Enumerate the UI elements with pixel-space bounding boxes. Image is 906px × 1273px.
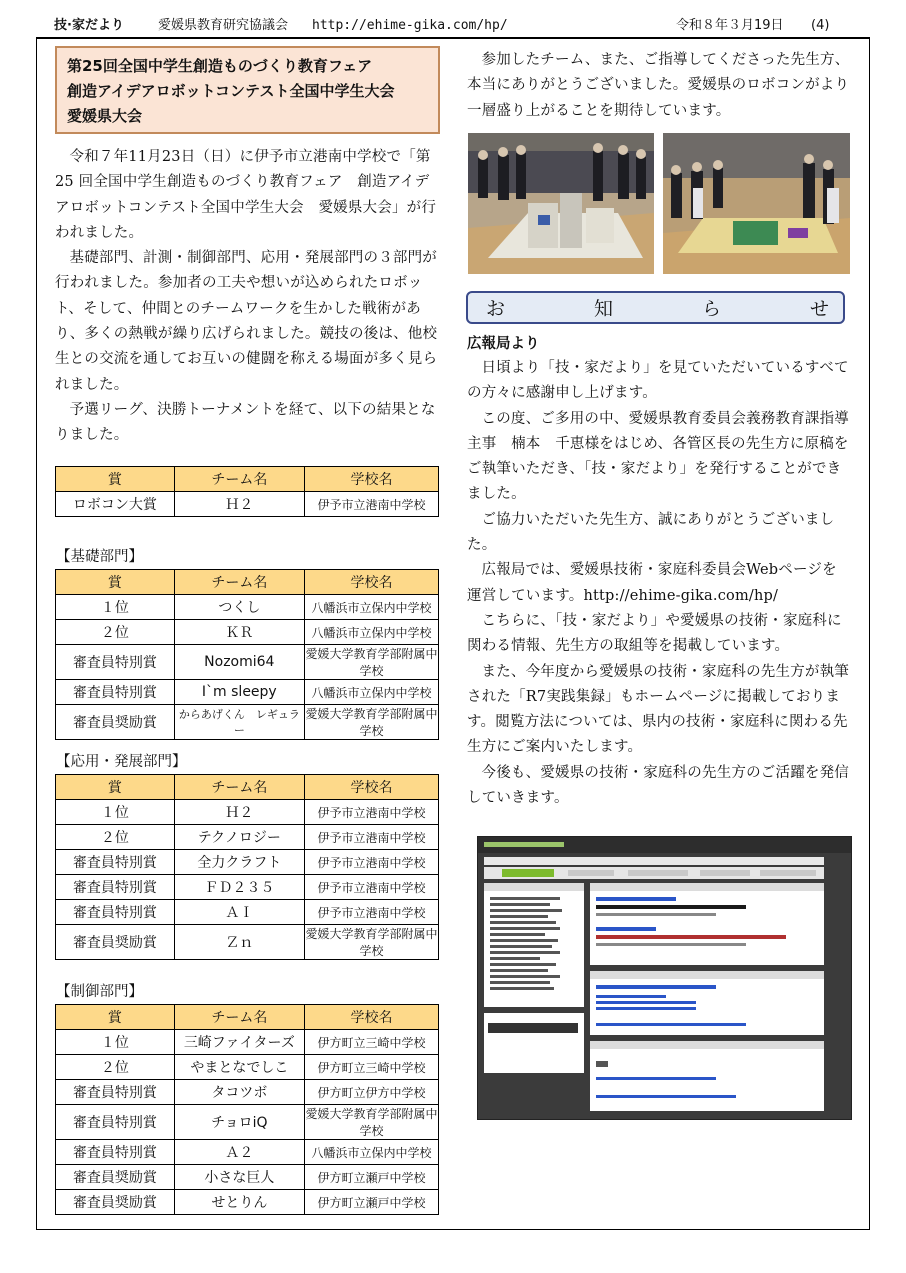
table-row — [56, 825, 439, 850]
column-header: 学校名 — [304, 1005, 438, 1030]
school-cell: 伊予市立港南中学校 — [304, 875, 438, 900]
school-cell: 八幡浜市立保内中学校 — [304, 680, 438, 705]
team-cell: Nozomi64 — [174, 645, 304, 680]
table-row — [56, 595, 439, 620]
school-cell: 愛媛大学教育学部附属中学校 — [304, 1105, 438, 1140]
control-division-label: 【制御部門】 — [56, 984, 143, 1000]
table-row — [56, 1105, 439, 1140]
pr-section-title: 広報局より — [467, 336, 540, 352]
table-header-row — [56, 467, 439, 492]
basic-division-label: 【基礎部門】 — [56, 549, 143, 565]
school-cell: 伊方町立伊方中学校 — [304, 1080, 438, 1105]
team-cell: Ｈ２ — [174, 492, 304, 517]
paragraph: 予選リーグ、決勝トーナメントを経て、以下の結果となりました。 — [55, 401, 436, 444]
award-cell: 審査員特別賞 — [56, 900, 175, 925]
notice-char: ら — [701, 298, 721, 320]
table-row — [56, 850, 439, 875]
team-cell: テクノロジー — [174, 825, 304, 850]
table-row — [56, 1055, 439, 1080]
table-row — [56, 1080, 439, 1105]
newsletter-name: 技·家だより — [54, 18, 124, 33]
table-row — [56, 1165, 439, 1190]
paragraph: 広報局では、愛媛県技術・家庭科委員会Webページを運営しています。http://ehime-gika.com/hp/ — [467, 562, 837, 604]
award-cell: 審査員奨励賞 — [56, 1190, 175, 1215]
team-cell: ＡＩ — [174, 900, 304, 925]
paragraph: 日頃より「技・家だより」を見ていただいているすべての方々に感謝申し上げます。 — [467, 360, 849, 402]
award-cell: 審査員特別賞 — [56, 875, 175, 900]
paragraph: こちらに、「技・家だより」や愛媛県の技術・家庭科に関わる情報、先生方の取組等を掲載しています。 — [467, 612, 842, 655]
notice-char: 知 — [593, 298, 613, 320]
school-cell: 伊予市立港南中学校 — [304, 825, 438, 850]
team-cell: 全力クラフト — [174, 850, 304, 875]
notice-char: せ — [809, 298, 829, 320]
paragraph: この度、ご多用の中、愛媛県教育委員会義務教育課指導主事 楠本 千恵様をはじめ、各管区長の先生方に原稿をご執筆いただき、「技・家だより」を発行することができました。 — [467, 410, 849, 503]
notice-banner — [466, 291, 845, 324]
left-article-body — [55, 145, 440, 449]
school-cell: 愛媛大学教育学部附属中学校 — [304, 925, 438, 960]
team-cell: ＦＤ２３５ — [174, 875, 304, 900]
award-cell: 審査員特別賞 — [56, 1080, 175, 1105]
award-cell: １位 — [56, 800, 175, 825]
column-header: 賞 — [56, 570, 175, 595]
table-row — [56, 680, 439, 705]
award-cell: 審査員奨励賞 — [56, 925, 175, 960]
school-cell: 愛媛大学教育学部附属中学校 — [304, 705, 438, 740]
school-cell: 伊予市立港南中学校 — [304, 900, 438, 925]
team-cell: やまとなでしこ — [174, 1055, 304, 1080]
right-intro — [467, 48, 850, 124]
title-line-2: 創造アイデアロボットコンテスト全国中学生大会 — [67, 82, 395, 100]
award-cell: ２位 — [56, 1055, 175, 1080]
article-title-box — [55, 46, 440, 134]
team-cell: 小さな巨人 — [174, 1165, 304, 1190]
notice-char: お — [486, 298, 506, 320]
school-cell: 愛媛大学教育学部附属中学校 — [304, 645, 438, 680]
column-header: 学校名 — [304, 570, 438, 595]
award-cell: １位 — [56, 595, 175, 620]
page-number: (4) — [811, 18, 830, 33]
column-header: 賞 — [56, 775, 175, 800]
school-cell: 伊方町立瀬戸中学校 — [304, 1190, 438, 1215]
page-header — [54, 14, 844, 38]
award-cell: １位 — [56, 1030, 175, 1055]
table-row — [56, 620, 439, 645]
award-cell: 審査員奨励賞 — [56, 1165, 175, 1190]
table-header-row — [56, 1005, 439, 1030]
column-header: チーム名 — [174, 467, 304, 492]
table-header-row — [56, 775, 439, 800]
table-row — [56, 800, 439, 825]
basic-division-table — [55, 569, 439, 740]
pr-section-body — [467, 356, 850, 811]
school-cell: 伊予市立港南中学校 — [304, 800, 438, 825]
award-cell: 審査員特別賞 — [56, 680, 175, 705]
title-line-3: 愛媛県大会 — [67, 107, 143, 125]
school-cell: 伊方町立三崎中学校 — [304, 1030, 438, 1055]
control-division-table — [55, 1004, 439, 1215]
website-screenshot — [477, 836, 852, 1120]
robot-contest-photo-2 — [663, 133, 850, 274]
paragraph: 基礎部門、計測・制御部門、応用・発展部門の３部門が行われました。参加者の工夫や想いが込められたロボット、そして、仲間とのチームワークを生かした戦術があり、多くの熱戦が繰り広げられました。競技の後は、他校生との交流を通してお互いの健闘を称える場面が多く見られました。 — [55, 250, 438, 393]
award-cell: ロボコン大賞 — [56, 492, 175, 517]
team-cell: I`m sleepy — [174, 680, 304, 705]
paragraph: 今後も、愛媛県の技術・家庭科の先生方のご活躍を発信していきます。 — [467, 764, 849, 807]
team-cell: タコツボ — [174, 1080, 304, 1105]
team-cell: ＫＲ — [174, 620, 304, 645]
team-cell: チョロiQ — [174, 1105, 304, 1140]
team-cell: せとりん — [174, 1190, 304, 1215]
award-cell: 審査員奨励賞 — [56, 705, 175, 740]
school-cell: 伊方町立三崎中学校 — [304, 1055, 438, 1080]
applied-division-label: 【応用・発展部門】 — [56, 754, 187, 770]
team-cell: Ｚｎ — [174, 925, 304, 960]
team-cell: Ａ２ — [174, 1140, 304, 1165]
school-cell: 伊予市立港南中学校 — [304, 850, 438, 875]
award-cell: 審査員特別賞 — [56, 1140, 175, 1165]
school-cell: 八幡浜市立保内中学校 — [304, 1140, 438, 1165]
award-cell: 審査員特別賞 — [56, 645, 175, 680]
column-header: チーム名 — [174, 1005, 304, 1030]
table-row — [56, 900, 439, 925]
paragraph: 令和７年11月23日（日）に伊予市立港南中学校で「第 25 回全国中学生創造ものづくり教育フェア 創造アイデアロボットコンテスト全国中学生大会 愛媛県大会」が行われました。 — [55, 149, 437, 241]
paragraph: 参加したチーム、また、ご指導してくださった先生方、本当にありがとうございました。愛媛県のロボコンがより一層盛り上がることを期待しています。 — [467, 52, 850, 119]
school-cell: 伊予市立港南中学校 — [304, 492, 438, 517]
robot-contest-photo-1 — [468, 133, 654, 274]
team-cell: 三崎ファイターズ — [174, 1030, 304, 1055]
header-url[interactable]: http://ehime-gika.com/hp/ — [312, 18, 508, 33]
table-row — [56, 492, 439, 517]
table-row — [56, 925, 439, 960]
award-cell: ２位 — [56, 825, 175, 850]
applied-division-table — [55, 774, 439, 960]
table-row — [56, 1190, 439, 1215]
issue-date: 令和８年３月19日 — [676, 18, 784, 33]
team-cell: Ｈ２ — [174, 800, 304, 825]
table-row — [56, 645, 439, 680]
paragraph: また、今年度から愛媛県の技術・家庭科の先生方が執筆された「R7実践集録」もホームページに掲載しております。閲覧方法については、県内の技術・家庭科に関わる先生方にご案内いたします。 — [467, 663, 849, 756]
column-header: 学校名 — [304, 775, 438, 800]
award-cell: 審査員特別賞 — [56, 850, 175, 875]
table-header-row — [56, 570, 439, 595]
school-cell: 八幡浜市立保内中学校 — [304, 595, 438, 620]
column-header: 賞 — [56, 467, 175, 492]
school-cell: 八幡浜市立保内中学校 — [304, 620, 438, 645]
award-cell: ２位 — [56, 620, 175, 645]
team-cell: つくし — [174, 595, 304, 620]
column-header: 賞 — [56, 1005, 175, 1030]
title-line-1: 第25回全国中学生創造ものづくり教育フェア — [67, 57, 373, 75]
paragraph: ご協力いただいた先生方、誠にありがとうございました。 — [467, 511, 835, 554]
team-cell: からあげくん レギュラー — [174, 705, 304, 740]
award-cell: 審査員特別賞 — [56, 1105, 175, 1140]
column-header: 学校名 — [304, 467, 438, 492]
column-header: チーム名 — [174, 570, 304, 595]
org-name: 愛媛県教育研究協議会 — [158, 18, 289, 33]
grand-prize-table — [55, 466, 439, 517]
table-row — [56, 705, 439, 740]
table-row — [56, 875, 439, 900]
table-row — [56, 1140, 439, 1165]
table-row — [56, 1030, 439, 1055]
school-cell: 伊方町立瀬戸中学校 — [304, 1165, 438, 1190]
column-header: チーム名 — [174, 775, 304, 800]
